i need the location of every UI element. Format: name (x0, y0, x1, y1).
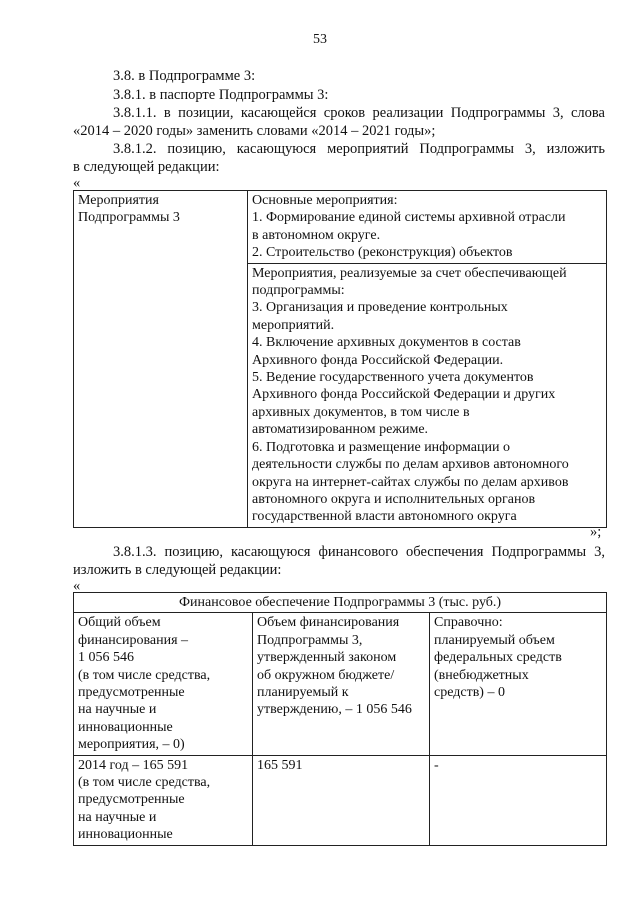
support-events-cell (248, 263, 607, 527)
cell-text-line: округа на интернет-сайтах службы по делам архивов (252, 474, 569, 490)
total-financing-cell (74, 613, 253, 755)
year-2014-cell (74, 755, 253, 845)
events-label-cell (74, 191, 248, 528)
cell-text-line: Объем финансирования (257, 615, 400, 631)
financing-header: Финансовое обеспечение Подпрограммы 3 (тыс. руб.) (74, 593, 607, 613)
events-table (73, 190, 607, 528)
cell-text-line: Архивного фонда Российской Федерации и других (252, 387, 556, 403)
cell-text-line: инновационные (78, 719, 173, 735)
cell-text-line: Основные мероприятия: (252, 193, 398, 208)
cell-text-line: 2. Строительство (реконструкция) объектов (252, 245, 513, 261)
approved-financing-cell (253, 613, 430, 755)
cell-text-line: федеральных средств (434, 650, 562, 666)
cell-text-line: мероприятия, – 0) (78, 737, 185, 753)
cell-text-line: об окружном бюджете/ (257, 667, 395, 683)
year-2014-amount-cell (253, 755, 430, 845)
page-number: 53 (313, 32, 327, 47)
close-quote-1: »; (590, 524, 602, 540)
federal-funds-cell (430, 613, 607, 755)
cell-text-line: 3. Организация и проведение контрольных (252, 300, 508, 316)
cell-text-line: инновационные (78, 827, 173, 843)
cell-text-line: 4. Включение архивных документов в состав (252, 335, 521, 351)
cell-text-line: предусмотренные (78, 685, 185, 701)
financing-table (73, 592, 607, 846)
cell-text-line: на научные и (78, 809, 157, 825)
cell-text-line: (в том числе средства, (78, 775, 211, 791)
events-label-line: Мероприятия (78, 193, 159, 208)
cell-text-line: мероприятий. (252, 317, 335, 333)
cell-text-line: утвержденный законом (257, 650, 397, 666)
open-quote-2: « (73, 578, 81, 594)
cell-text-line: Архивного фонда Российской Федерации. (252, 352, 504, 368)
paragraph-3-8: 3.8. в Подпрограмме 3: (113, 68, 256, 84)
cell-text-line: - (434, 757, 439, 773)
cell-text-line: 1 056 546 (78, 650, 134, 666)
cell-text-line: автоматизированном режиме. (252, 422, 429, 438)
paragraph-3-8-1-1-line1: 3.8.1.1. в позиции, касающейся сроков реализации Подпрограммы 3, слова (113, 105, 605, 121)
events-label-line: Подпрограммы 3 (78, 210, 180, 226)
open-quote-1: « (73, 175, 81, 191)
cell-text-line: на научные и (78, 702, 157, 718)
cell-text-line: финансирования – (78, 632, 189, 648)
year-2014-federal-cell (430, 755, 607, 845)
paragraph-3-8-1-2-line1: 3.8.1.2. позицию, касающуюся мероприятий Подпрограммы 3, изложить (113, 141, 605, 157)
paragraph-3-8-1-3-line2: изложить в следующей редакции: (73, 562, 282, 578)
cell-text-line: 5. Ведение государственного учета документов (252, 370, 534, 386)
cell-text-line: 165 591 (257, 757, 303, 773)
cell-text-line: государственной власти автономного округа (252, 509, 517, 525)
cell-text-line: планируемый к (257, 685, 349, 701)
cell-text-line: утверждению, – 1 056 546 (257, 702, 412, 718)
cell-text-line: (в том числе средства, (78, 667, 211, 683)
cell-text-line: планируемый объем (434, 632, 555, 648)
cell-text-line: автономного округа и исполнительных органов (252, 491, 536, 507)
cell-text-line: 2014 год – 165 591 (78, 757, 189, 773)
cell-text-line: 6. Подготовка и размещение информации о (252, 439, 510, 455)
paragraph-3-8-1: 3.8.1. в паспорте Подпрограммы 3: (113, 87, 329, 103)
paragraph-3-8-1-3-line1: 3.8.1.3. позицию, касающуюся финансового обеспечения Подпрограммы 3, (113, 544, 605, 560)
cell-text-line: деятельности службы по делам архивов автономного (252, 457, 569, 473)
cell-text-line: архивных документов, в том числе в (252, 404, 470, 420)
cell-text-line: подпрограммы: (252, 283, 345, 299)
cell-text-line: Справочно: (434, 615, 503, 631)
cell-text-line: предусмотренные (78, 792, 185, 808)
paragraph-3-8-1-1-line2: «2014 – 2020 годы» заменить словами «2014 – 2021 годы»; (73, 123, 436, 139)
cell-text-line: средств) – 0 (434, 685, 505, 701)
cell-text-line: Мероприятия, реализуемые за счет обеспечивающей (252, 265, 567, 281)
paragraph-3-8-1-2-line2: в следующей редакции: (73, 159, 220, 175)
cell-text-line: 1. Формирование единой системы архивной отрасли (252, 210, 566, 226)
cell-text-line: в автономном округе. (252, 227, 381, 243)
cell-text-line: Подпрограммы 3, (257, 632, 363, 648)
cell-text-line: Общий объем (78, 615, 161, 631)
main-events-cell (248, 191, 607, 264)
cell-text-line: (внебюджетных (434, 667, 529, 683)
